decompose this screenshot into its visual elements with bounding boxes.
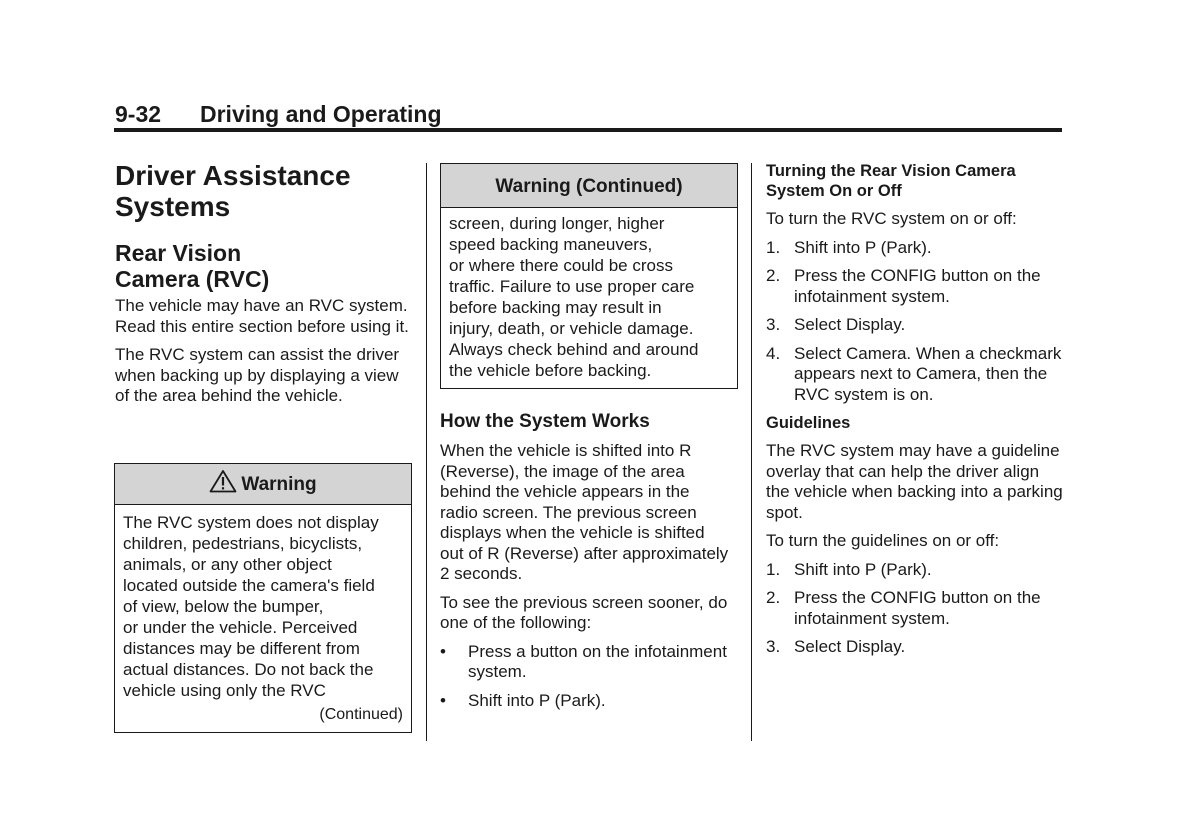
list-item — [440, 691, 732, 712]
list-item-text: Press the CONFIG button on the infotainment system. — [794, 266, 1041, 306]
warning-continued-box — [440, 163, 738, 389]
step-number: 1. — [766, 559, 781, 579]
guidelines-heading: Guidelines — [766, 414, 851, 432]
list-item — [766, 238, 1066, 259]
warning-line: the vehicle before backing. — [449, 361, 652, 380]
list-item — [766, 266, 1066, 307]
list-item-text: Press a button on the infotainment system. — [468, 641, 727, 681]
step-number: 1. — [766, 237, 781, 257]
rvc-steps-list — [766, 238, 1066, 406]
section-heading — [115, 240, 415, 292]
header-divider — [114, 128, 1062, 132]
warning-line: Always check behind and around — [449, 340, 699, 359]
warning-title: Warning — [241, 474, 317, 495]
warning-line: vehicle using only the RVC — [123, 681, 326, 700]
guidelines-paragraph: The RVC system may have a guideline overlay that can help the driver align the vehicle when backing into a parking spot. — [766, 441, 1063, 522]
warning-header — [115, 464, 411, 505]
warning-box — [114, 463, 412, 733]
section-heading-line-1: Rear Vision — [115, 240, 242, 266]
guidelines-intro: To turn the guidelines on or off: — [766, 531, 1000, 550]
list-item-text: Select Display. — [794, 637, 906, 656]
list-item — [766, 637, 1066, 658]
list-item-text: Shift into P (Park). — [468, 690, 606, 710]
step-number: 4. — [766, 343, 781, 363]
how-system-works-heading: How the System Works — [440, 411, 650, 432]
warning-line: injury, death, or vehicle damage. — [449, 319, 694, 338]
system-works-paragraph: When the vehicle is shifted into R (Reverse), the image of the area behind the vehicle appears in the radio screen. The previous screen displays when the vehicle is shifted out of R (Reverse) after approximately 2 seconds. — [440, 441, 729, 583]
list-item-text: Shift into P (Park). — [794, 559, 932, 579]
warning-continued-header: Warning (Continued) — [441, 164, 737, 208]
list-item-text: Shift into P (Park). — [794, 237, 932, 257]
column-divider-2 — [751, 163, 752, 741]
step-number: 2. — [766, 588, 781, 607]
column-divider-1 — [426, 163, 427, 741]
page-heading-line-1: Driver Assistance — [115, 160, 351, 191]
bullet-marker: • — [440, 641, 446, 661]
bullet-marker: • — [440, 690, 446, 710]
column-3 — [766, 161, 1066, 666]
list-item — [766, 588, 1066, 629]
warning-line: speed backing maneuvers, — [449, 235, 653, 254]
warning-triangle-icon — [209, 469, 237, 493]
options-list — [440, 642, 732, 712]
warning-line: actual distances. Do not back the — [123, 660, 374, 679]
warning-line: distances may be different from — [123, 639, 360, 658]
turning-on-off-heading: Turning the Rear Vision Camera System On or Off — [766, 162, 1016, 200]
section-heading-line-2: Camera (RVC) — [115, 266, 270, 292]
warning-line: The RVC system does not display — [123, 513, 379, 532]
warning-line: or where there could be cross — [449, 256, 673, 275]
list-item — [766, 344, 1066, 406]
page-number: 9-32 — [115, 101, 162, 127]
warning-line: children, pedestrians, bicyclists, — [123, 534, 363, 553]
page-heading-line-2: Systems — [115, 191, 231, 222]
warning-line: animals, or any other object — [123, 555, 332, 574]
guidelines-steps-list — [766, 560, 1066, 658]
intro-paragraph: The vehicle may have an RVC system. Read this entire section before using it. — [115, 296, 409, 336]
warning-line: located outside the camera's field — [123, 576, 375, 595]
warning-line: or under the vehicle. Perceived — [123, 618, 358, 637]
warning-line: before backing may result in — [449, 298, 662, 317]
list-item-text: Select Display. — [794, 315, 906, 334]
continued-label: (Continued) — [319, 706, 403, 723]
warning-continued-body — [441, 208, 737, 381]
step-number: 2. — [766, 266, 781, 285]
step-number: 3. — [766, 637, 781, 656]
list-item — [766, 560, 1066, 581]
section-title: Driving and Operating — [200, 101, 442, 127]
page-heading — [115, 160, 415, 222]
list-item-text: Select Camera. When a checkmark appears next to Camera, then the RVC system is on. — [794, 343, 1062, 404]
list-item — [440, 642, 732, 683]
warning-line: of view, below the bumper, — [123, 597, 324, 616]
warning-line: screen, during longer, higher — [449, 214, 665, 233]
list-item — [766, 315, 1066, 336]
step-number: 3. — [766, 315, 781, 334]
rvc-description-paragraph: The RVC system can assist the driver when backing up by displaying a view of the area behind the vehicle. — [115, 345, 400, 405]
warning-body — [115, 505, 411, 725]
warning-line: traffic. Failure to use proper care — [449, 277, 695, 296]
previous-screen-paragraph: To see the previous screen sooner, do one of the following: — [440, 592, 728, 632]
list-item-text: Press the CONFIG button on the infotainment system. — [794, 588, 1041, 628]
turn-on-off-intro: To turn the RVC system on or off: — [766, 209, 1017, 228]
column-2 — [440, 411, 732, 719]
column-1 — [115, 160, 415, 415]
